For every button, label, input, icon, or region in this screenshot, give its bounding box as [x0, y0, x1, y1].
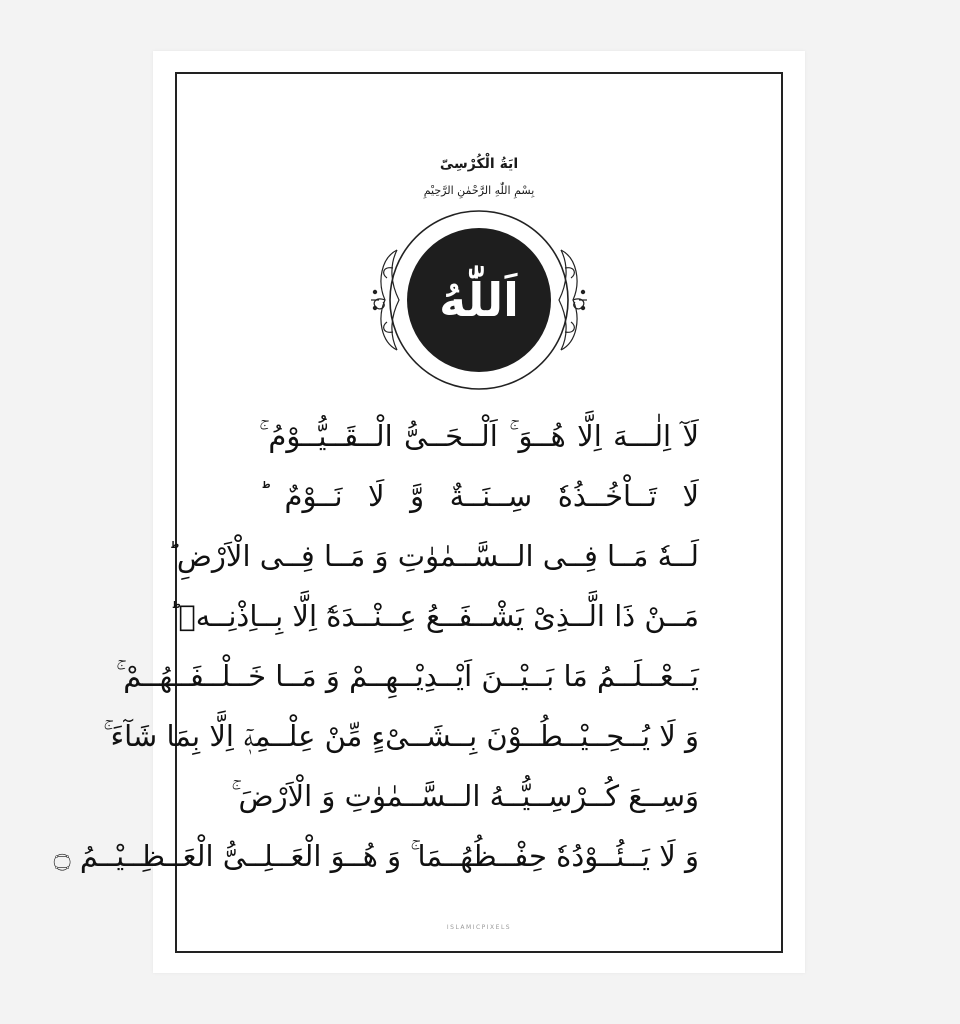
verse-line-6: وَ لَا يُــحِــيْــطُــوْنَ بِــشَــىْءٍ مِّنْ عِلْــمِهٖٓ اِلَّا بِمَا شَآءَ ۚ	[103, 719, 699, 753]
verse-line-1: لَآ اِلٰـــهَ اِلَّا هُــوَ ۚ اَلْــحَــىُّ الْــقَــيُّــوْمُ ۚ	[259, 419, 699, 453]
verse-block	[53, 406, 699, 886]
poster-title: ايَةُ الْكُرْسِىّ	[439, 156, 519, 172]
verse-line-3: لَــهٗ مَــا فِــى الــسَّــمٰوٰتِ وَ مَــا فِــى الْاَرْضِ ؕ	[167, 539, 699, 573]
right-flourish-ornament	[559, 250, 587, 350]
poster-sheet	[53, 51, 805, 973]
emblem-text: اَللّٰهُ	[439, 273, 519, 327]
left-flourish-ornament	[371, 250, 399, 350]
poster-frame	[53, 72, 783, 953]
footer-credit: ISLAMICPIXELS	[446, 924, 512, 931]
verse-line-5: يَــعْــلَــمُ مَا بَــيْــنَ اَيْــدِيْــهِــمْ وَ مَــا خَــلْــفَــهُــمْ ۚ	[115, 659, 699, 693]
verse-line-7: وَسِــعَ كُــرْسِــيُّــهُ الــسَّــمٰوٰتِ وَ الْاَرْضَ ۚ	[231, 779, 699, 813]
basmala-line: بِسْمِ اللّٰهِ الرَّحْمٰنِ الرَّحِيْمِ	[423, 184, 535, 197]
verse-line-2: لَا تَــاْخُــذُهٗ سِــنَــةٌ وَّ لَا نَــوْمٌ ؕ	[259, 479, 699, 513]
verse-line-8: وَ لَا يَــئُــوْدُهٗ حِفْــظُهُــمَا ۚ وَ هُــوَ الْعَــلِــىُّ الْعَــظِــيْــمُ ۝	[53, 839, 699, 873]
verse-line-4: مَــنْ ذَا الَّــذِىْ يَشْــفَــعُ عِــنْــدَهٗٓ اِلَّا بِــاِذْنِــهٖ ؕ	[169, 599, 699, 633]
allah-emblem	[367, 208, 591, 392]
